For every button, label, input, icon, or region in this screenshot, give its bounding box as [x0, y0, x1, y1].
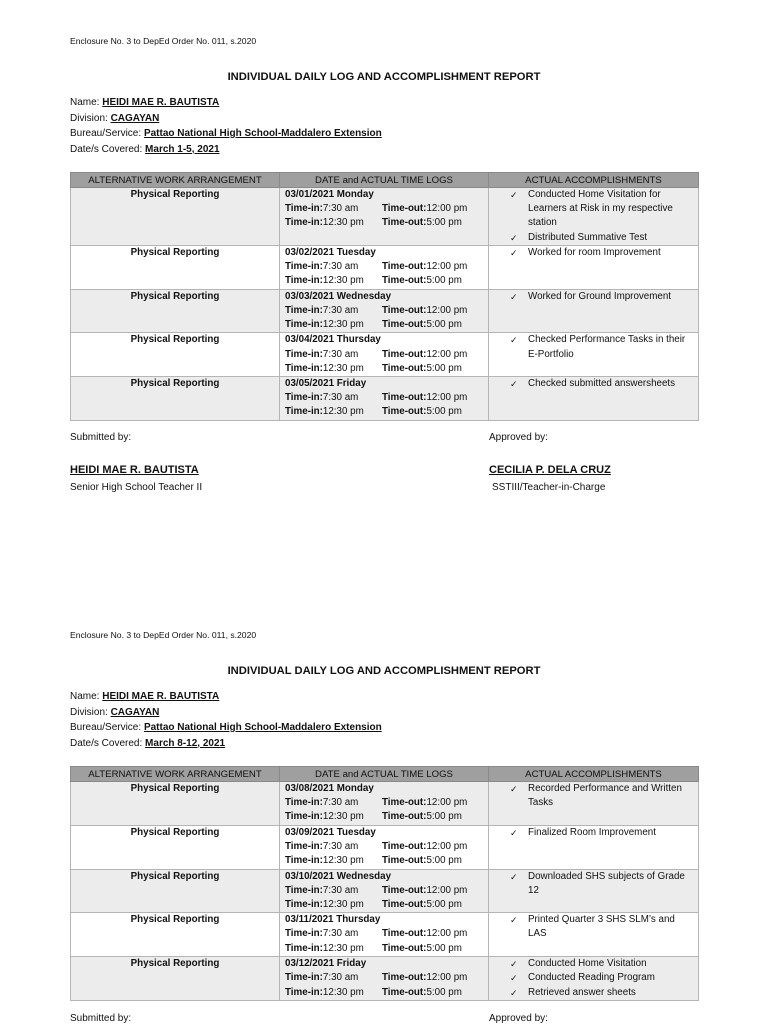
accomplishment-item: [489, 986, 698, 1000]
time-out-value: 12:00 pm: [426, 928, 468, 940]
check-icon: ✓: [510, 379, 518, 390]
accomplishment-item: [489, 957, 698, 971]
time-out-entry: [382, 363, 462, 374]
arrangement-cell: Physical Reporting: [71, 913, 280, 957]
division-label: Division:: [70, 706, 108, 718]
division-label: Division:: [70, 112, 108, 124]
time-out-value: 5:00 pm: [426, 899, 462, 911]
report-title: INDIVIDUAL DAILY LOG AND ACCOMPLISHMENT REPORT: [227, 665, 541, 677]
time-log-cell: [280, 188, 489, 246]
accomplishment-text: Printed Quarter 3 SHS SLM’s and LAS: [528, 914, 675, 940]
time-in-value: 7:30 am: [322, 203, 359, 215]
time-out-value: 5:00 pm: [426, 362, 462, 374]
time-in-entry: [285, 391, 382, 405]
time-in-entry: [285, 304, 382, 318]
accomplishment-list: [489, 782, 698, 810]
accomplishment-item: [489, 188, 698, 231]
time-out-label: Time-out:: [382, 797, 427, 809]
accomplishment-text: Retrieved answer sheets: [528, 986, 636, 998]
time-out-label: Time-out:: [382, 305, 427, 317]
time-in-entry: [285, 898, 382, 912]
check-icon: ✓: [510, 871, 518, 882]
time-log-cell: [280, 825, 489, 869]
time-out-value: 5:00 pm: [426, 406, 462, 418]
accomplishment-text: Downloaded SHS subjects of Grade 12: [528, 870, 685, 896]
time-log-line: [285, 260, 488, 274]
table-row: [71, 913, 699, 957]
enclosure-note: Enclosure No. 3 to DepEd Order No. 011, s.2020: [70, 36, 257, 46]
log-date: 03/10/2021 Wednesday: [285, 870, 392, 882]
bureau-label: Bureau/Service:: [70, 722, 142, 733]
accomplishments-cell: [489, 782, 699, 826]
check-icon: ✓: [510, 959, 518, 970]
time-log-line: [285, 971, 488, 985]
accomplishment-item: [489, 377, 698, 391]
time-out-entry: [382, 217, 462, 228]
time-out-label: Time-out:: [382, 928, 427, 940]
accomplishment-item: [489, 870, 698, 898]
log-date: 03/11/2021 Thursday: [285, 914, 381, 926]
bureau-row: [70, 126, 382, 142]
time-log-line: [285, 854, 488, 868]
time-out-label: Time-out:: [382, 319, 427, 331]
table-row: [71, 782, 699, 826]
header-arrangement: ALTERNATIVE WORK ARRANGEMENT: [71, 767, 280, 782]
accomplishment-text: Conducted Home Visitation: [528, 958, 647, 970]
time-in-label: Time-in:: [285, 275, 323, 287]
time-in-entry: [285, 840, 382, 854]
time-log-line: [285, 274, 488, 288]
time-in-entry: [285, 202, 382, 216]
check-icon: ✓: [510, 232, 518, 243]
header-time-logs: DATE and ACTUAL TIME LOGS: [280, 767, 489, 782]
time-log-cell: [280, 333, 489, 377]
check-icon: ✓: [510, 784, 518, 794]
accomplishment-text: Checked Performance Tasks in their E-Portfolio: [528, 334, 686, 360]
time-out-entry: [382, 855, 462, 866]
time-in-label: Time-in:: [285, 972, 323, 984]
log-date: 03/04/2021 Thursday: [285, 334, 381, 346]
table-header-row: [71, 767, 699, 782]
time-out-value: 5:00 pm: [426, 275, 462, 287]
name-label: Name:: [70, 691, 100, 702]
time-out-entry: [382, 203, 467, 214]
time-in-value: 12:30 pm: [322, 855, 364, 867]
time-out-entry: [382, 928, 467, 939]
accomplishments-cell: [489, 825, 699, 869]
time-in-value: 12:30 pm: [322, 406, 364, 418]
table-header-row: [71, 173, 699, 188]
time-log-line: [285, 405, 488, 419]
dates-label: Date/s Covered:: [70, 143, 143, 155]
accomplishment-list: [489, 290, 698, 304]
dates-row: [70, 142, 382, 158]
time-in-value: 7:30 am: [322, 305, 359, 317]
time-in-entry: [285, 854, 382, 868]
time-in-label: Time-in:: [285, 261, 323, 273]
approved-by-label: Approved by:: [489, 432, 548, 443]
time-in-value: 12:30 pm: [322, 811, 364, 823]
accomplishment-list: [489, 870, 698, 898]
table-row: [71, 188, 699, 246]
time-log-line: [285, 810, 488, 824]
accomplishments-cell: [489, 913, 699, 957]
time-out-entry: [382, 841, 467, 852]
header-accomplishments: ACTUAL ACCOMPLISHMENTS: [489, 173, 699, 188]
accomplishment-text: Worked for Ground Improvement: [528, 290, 672, 302]
time-in-label: Time-in:: [285, 406, 323, 418]
name-row: [70, 95, 382, 111]
log-date: 03/08/2021 Monday: [285, 783, 374, 794]
accomplishment-list: [489, 957, 698, 1000]
table-row: [71, 333, 699, 377]
time-in-label: Time-in:: [285, 362, 323, 374]
time-out-value: 5:00 pm: [426, 217, 462, 229]
time-in-label: Time-in:: [285, 884, 323, 896]
time-in-value: 7:30 am: [322, 348, 359, 360]
time-log-cell: [280, 869, 489, 913]
time-in-entry: [285, 405, 382, 419]
arrangement-cell: Physical Reporting: [71, 957, 280, 1001]
accomplishment-list: [489, 246, 698, 260]
check-icon: ✓: [510, 190, 518, 200]
time-log-cell: [280, 913, 489, 957]
accomplishment-text: Worked for room Improvement: [528, 246, 661, 258]
time-in-label: Time-in:: [285, 392, 323, 404]
time-in-entry: [285, 986, 382, 1000]
time-out-value: 12:00 pm: [426, 203, 468, 215]
arrangement-cell: Physical Reporting: [71, 333, 280, 377]
division-value: CAGAYAN: [110, 706, 160, 718]
arrangement-cell: Physical Reporting: [71, 188, 280, 246]
check-icon: ✓: [510, 827, 518, 838]
time-out-value: 5:00 pm: [426, 942, 462, 954]
time-in-value: 7:30 am: [322, 884, 359, 896]
time-log-cell: [280, 289, 489, 333]
time-log-line: [285, 942, 488, 956]
bureau-value: Pattao National High School-Maddalero Extension: [143, 128, 382, 139]
time-out-entry: [382, 797, 467, 808]
accomplishment-list: [489, 377, 698, 391]
accomplishment-text: Conducted Reading Program: [528, 972, 655, 984]
arrangement-cell: Physical Reporting: [71, 245, 280, 289]
time-in-entry: [285, 884, 382, 898]
time-log-cell: [280, 245, 489, 289]
report-title: INDIVIDUAL DAILY LOG AND ACCOMPLISHMENT REPORT: [227, 71, 541, 83]
dates-value: March 1-5, 2021: [145, 143, 220, 155]
daily-log-table: [70, 766, 699, 1001]
time-out-label: Time-out:: [382, 203, 427, 215]
time-out-label: Time-out:: [382, 392, 427, 404]
check-icon: ✓: [510, 915, 518, 926]
time-out-label: Time-out:: [382, 348, 427, 360]
accomplishment-item: [489, 971, 698, 985]
time-log-line: [285, 898, 488, 912]
log-date: 03/05/2021 Friday: [285, 378, 367, 390]
submitter-name: HEIDI MAE R. BAUTISTA: [70, 464, 199, 476]
daily-log-table: [70, 172, 699, 421]
accomplishment-text: Finalized Room Improvement: [528, 826, 656, 838]
time-in-label: Time-in:: [285, 855, 323, 867]
time-in-value: 7:30 am: [322, 797, 359, 809]
submitter-role: Senior High School Teacher II: [70, 482, 203, 493]
time-log-line: [285, 391, 488, 405]
arrangement-cell: Physical Reporting: [71, 377, 280, 421]
table-row: [71, 957, 699, 1001]
check-icon: ✓: [510, 291, 518, 302]
time-out-entry: [382, 899, 462, 910]
accomplishments-cell: [489, 245, 699, 289]
time-out-value: 5:00 pm: [426, 855, 462, 867]
time-in-entry: [285, 348, 382, 362]
time-out-value: 12:00 pm: [426, 348, 468, 360]
time-out-entry: [382, 261, 467, 272]
time-in-value: 7:30 am: [322, 261, 359, 273]
time-out-label: Time-out:: [382, 261, 427, 273]
time-log-line: [285, 216, 488, 230]
check-icon: ✓: [510, 335, 518, 346]
accomplishment-item: [489, 246, 698, 260]
time-log-line: [285, 202, 488, 216]
time-out-entry: [382, 319, 462, 330]
time-in-entry: [285, 927, 382, 941]
time-in-entry: [285, 796, 382, 810]
time-out-entry: [382, 885, 467, 896]
time-out-label: Time-out:: [382, 362, 427, 374]
time-in-entry: [285, 260, 382, 274]
time-log-line: [285, 884, 488, 898]
time-in-entry: [285, 274, 382, 288]
time-log-cell: [280, 782, 489, 826]
time-out-value: 12:00 pm: [426, 840, 468, 852]
time-in-value: 12:30 pm: [322, 986, 364, 998]
bureau-value: Pattao National High School-Maddalero Extension: [143, 722, 382, 733]
submitted-by-label: Submitted by:: [70, 432, 132, 443]
time-out-entry: [382, 392, 467, 403]
time-in-entry: [285, 216, 382, 230]
accomplishment-item: [489, 826, 698, 840]
time-out-label: Time-out:: [382, 986, 427, 998]
time-out-entry: [382, 349, 467, 360]
time-out-value: 5:00 pm: [426, 811, 462, 823]
division-row: [70, 111, 382, 127]
log-date: 03/12/2021 Friday: [285, 958, 367, 970]
log-date: 03/02/2021 Tuesday: [285, 246, 376, 258]
time-out-label: Time-out:: [382, 217, 427, 229]
approver-name: CECILIA P. DELA CRUZ: [489, 464, 611, 476]
time-out-label: Time-out:: [382, 855, 427, 867]
employee-info: [70, 689, 382, 751]
header-time-logs: DATE and ACTUAL TIME LOGS: [280, 173, 489, 188]
accomplishments-cell: [489, 869, 699, 913]
time-log-line: [285, 362, 488, 376]
time-in-label: Time-in:: [285, 203, 323, 215]
arrangement-cell: Physical Reporting: [71, 869, 280, 913]
accomplishment-text: Distributed Summative Test: [528, 231, 648, 243]
time-in-value: 7:30 am: [322, 392, 359, 404]
time-log-line: [285, 318, 488, 332]
accomplishment-text: Checked submitted answersheets: [528, 378, 676, 390]
time-in-entry: [285, 362, 382, 376]
time-in-entry: [285, 810, 382, 824]
log-date: 03/03/2021 Wednesday: [285, 290, 392, 302]
time-in-value: 12:30 pm: [322, 942, 364, 954]
time-in-label: Time-in:: [285, 217, 323, 229]
table-row: [71, 245, 699, 289]
time-log-cell: [280, 377, 489, 421]
approved-by-label: Approved by:: [489, 1013, 548, 1024]
accomplishment-item: [489, 290, 698, 304]
time-in-label: Time-in:: [285, 840, 323, 852]
check-icon: ✓: [510, 973, 518, 984]
name-row: [70, 689, 382, 705]
time-in-label: Time-in:: [285, 797, 323, 809]
table-row: [71, 289, 699, 333]
accomplishment-list: [489, 333, 698, 361]
time-in-value: 12:30 pm: [322, 319, 364, 331]
time-in-value: 12:30 pm: [322, 275, 364, 287]
name-value: HEIDI MAE R. BAUTISTA: [102, 97, 220, 108]
time-in-label: Time-in:: [285, 348, 323, 360]
time-in-label: Time-in:: [285, 319, 323, 331]
time-out-entry: [382, 275, 462, 286]
accomplishments-cell: [489, 188, 699, 246]
time-in-value: 12:30 pm: [322, 362, 364, 374]
dates-row: [70, 736, 382, 752]
time-in-value: 7:30 am: [322, 972, 359, 984]
accomplishment-item: [489, 231, 698, 245]
table-row: [71, 377, 699, 421]
time-in-label: Time-in:: [285, 305, 323, 317]
time-in-entry: [285, 318, 382, 332]
accomplishment-item: [489, 782, 698, 810]
division-row: [70, 705, 382, 721]
accomplishment-item: [489, 913, 698, 941]
dates-label: Date/s Covered:: [70, 737, 143, 749]
time-log-line: [285, 927, 488, 941]
time-out-label: Time-out:: [382, 406, 427, 418]
division-value: CAGAYAN: [110, 112, 160, 124]
time-in-entry: [285, 971, 382, 985]
accomplishments-cell: [489, 333, 699, 377]
accomplishments-cell: [489, 377, 699, 421]
time-out-label: Time-out:: [382, 840, 427, 852]
approver-role: SSTIII/Teacher-in-Charge: [492, 482, 606, 493]
time-in-value: 12:30 pm: [322, 217, 364, 229]
check-icon: ✓: [510, 987, 518, 998]
accomplishments-cell: [489, 957, 699, 1001]
dates-value: March 8-12, 2021: [145, 737, 226, 749]
time-log-line: [285, 840, 488, 854]
time-out-label: Time-out:: [382, 811, 427, 823]
time-out-value: 12:00 pm: [426, 972, 468, 984]
accomplishment-list: [489, 826, 698, 840]
time-log-line: [285, 796, 488, 810]
accomplishment-item: [489, 333, 698, 361]
time-out-label: Time-out:: [382, 884, 427, 896]
time-out-label: Time-out:: [382, 972, 427, 984]
bureau-label: Bureau/Service:: [70, 128, 142, 139]
time-out-value: 12:00 pm: [426, 797, 468, 809]
table-row: [71, 825, 699, 869]
time-out-entry: [382, 305, 467, 316]
time-out-label: Time-out:: [382, 942, 427, 954]
time-in-value: 7:30 am: [322, 928, 359, 940]
time-out-value: 12:00 pm: [426, 261, 468, 273]
accomplishment-text: Recorded Performance and Written Tasks: [528, 783, 682, 809]
time-out-value: 5:00 pm: [426, 319, 462, 331]
accomplishments-cell: [489, 289, 699, 333]
name-value: HEIDI MAE R. BAUTISTA: [102, 691, 220, 702]
arrangement-cell: Physical Reporting: [71, 825, 280, 869]
time-log-line: [285, 304, 488, 318]
log-date: 03/01/2021 Monday: [285, 189, 374, 200]
time-in-label: Time-in:: [285, 811, 323, 823]
accomplishment-list: [489, 188, 698, 245]
time-in-value: 12:30 pm: [322, 899, 364, 911]
time-in-label: Time-in:: [285, 928, 323, 940]
arrangement-cell: Physical Reporting: [71, 782, 280, 826]
employee-info: [70, 95, 382, 157]
arrangement-cell: Physical Reporting: [71, 289, 280, 333]
time-out-entry: [382, 811, 462, 822]
time-out-entry: [382, 406, 462, 417]
time-out-value: 12:00 pm: [426, 884, 468, 896]
time-out-label: Time-out:: [382, 275, 427, 287]
time-in-value: 7:30 am: [322, 840, 359, 852]
time-out-entry: [382, 943, 462, 954]
time-out-entry: [382, 987, 462, 998]
name-label: Name:: [70, 97, 100, 108]
time-log-cell: [280, 957, 489, 1001]
time-out-label: Time-out:: [382, 899, 427, 911]
time-out-value: 12:00 pm: [426, 392, 468, 404]
log-date: 03/09/2021 Tuesday: [285, 826, 376, 838]
submitted-by-label: Submitted by:: [70, 1013, 132, 1024]
check-icon: ✓: [510, 247, 518, 258]
time-out-value: 5:00 pm: [426, 986, 462, 998]
accomplishment-text: Conducted Home Visitation for Learners at Risk in my respective station: [528, 189, 673, 229]
time-in-label: Time-in:: [285, 899, 323, 911]
header-arrangement: ALTERNATIVE WORK ARRANGEMENT: [71, 173, 280, 188]
table-row: [71, 869, 699, 913]
bureau-row: [70, 720, 382, 736]
time-out-value: 12:00 pm: [426, 305, 468, 317]
time-in-label: Time-in:: [285, 986, 323, 998]
time-log-line: [285, 986, 488, 1000]
header-accomplishments: ACTUAL ACCOMPLISHMENTS: [489, 767, 699, 782]
time-log-line: [285, 348, 488, 362]
time-in-entry: [285, 942, 382, 956]
enclosure-note: Enclosure No. 3 to DepEd Order No. 011, s.2020: [70, 630, 257, 640]
time-out-entry: [382, 972, 467, 983]
time-in-label: Time-in:: [285, 942, 323, 954]
accomplishment-list: [489, 913, 698, 941]
